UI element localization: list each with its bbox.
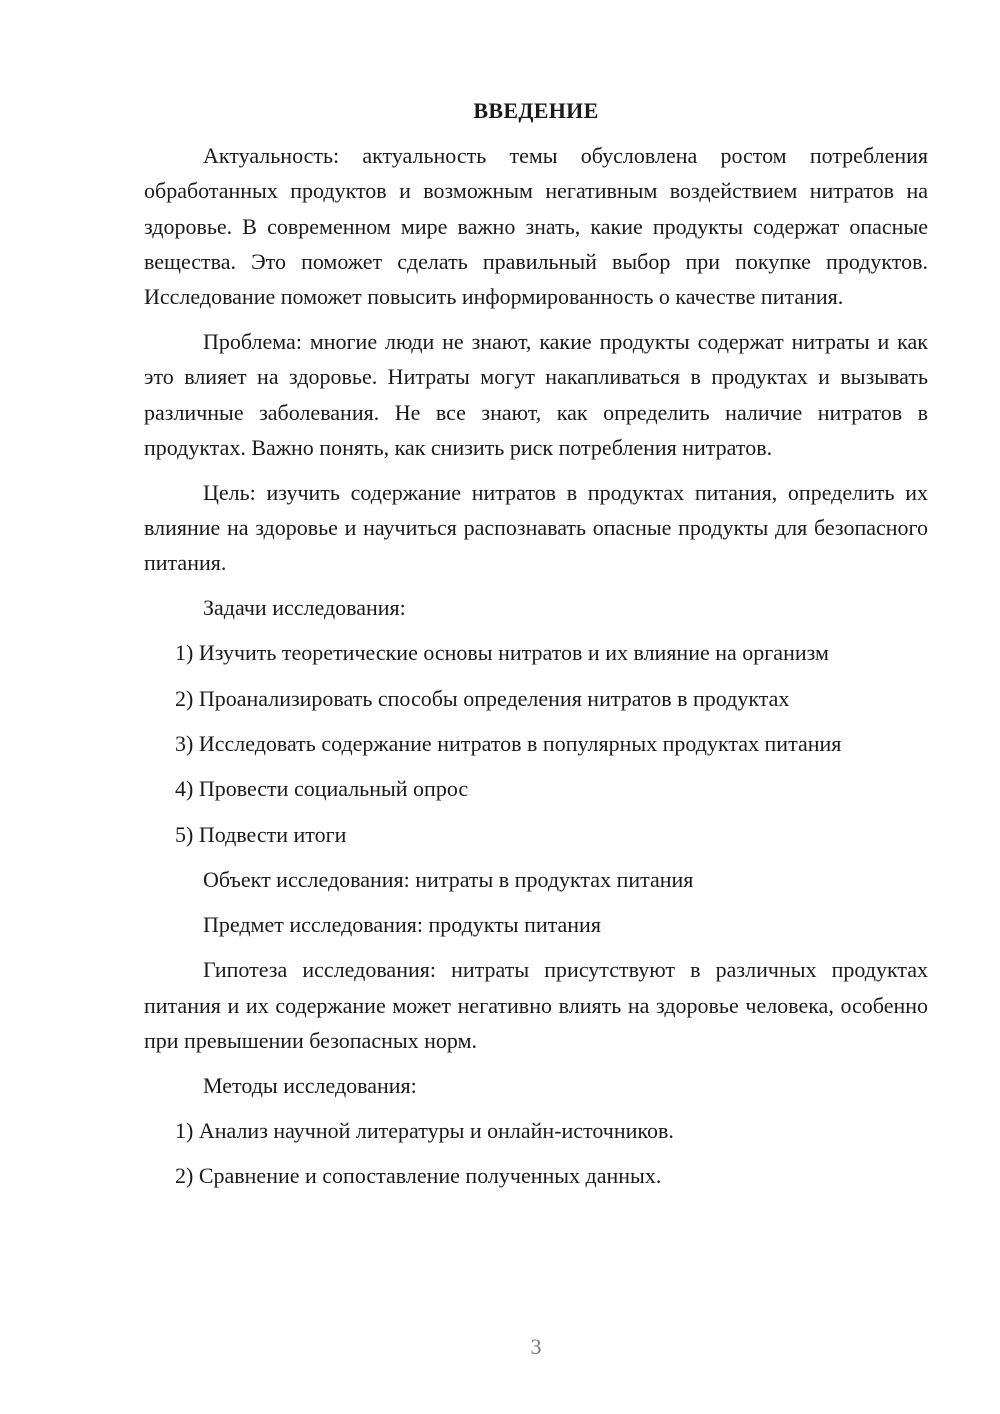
- hypothesis-paragraph: Гипотеза исследования: нитраты присутствуют в различных продуктах питания и их содержание может негативно влиять на здоровье человека, особенно при превышении безопасных норм.: [144, 957, 928, 1054]
- task-item-5: 5) Подвести итоги: [175, 821, 347, 847]
- relevance-paragraph: Актуальность: актуальность темы обусловлена ростом потребления обработанных продуктов и возможным негативным воздействием нитратов на здоровье. В современном мире важно знать, какие продукты содержат опасные вещества. Это поможет сделать правильный выбор при покупке продуктов. Исследование поможет повысить информированность о качестве питания.: [144, 143, 928, 310]
- methods-heading: Методы исследования:: [203, 1072, 417, 1098]
- page-title: ВВЕДЕНИЕ: [473, 98, 599, 123]
- research-object: Объект исследования: нитраты в продуктах питания: [203, 866, 694, 892]
- task-item-2: 2) Проанализировать способы определения нитратов в продуктах: [175, 685, 790, 711]
- research-subject: Предмет исследования: продукты питания: [203, 912, 601, 938]
- tasks-heading: Задачи исследования:: [203, 595, 406, 621]
- task-item-1: 1) Изучить теоретические основы нитратов и их влияние на организм: [175, 640, 829, 666]
- task-item-3: 3) Исследовать содержание нитратов в популярных продуктах питания: [175, 730, 842, 756]
- method-item-1: 1) Анализ научной литературы и онлайн-источников.: [175, 1118, 674, 1144]
- page-content: [144, 96, 928, 1204]
- method-item-2: 2) Сравнение и сопоставление полученных данных.: [175, 1163, 662, 1189]
- problem-paragraph: Проблема: многие люди не знают, какие продукты содержат нитраты и как это влияет на здоровье. Нитраты могут накапливаться в продуктах и вызывать различные заболевания. Не все знают, как определить наличие нитратов в продуктах. Важно понять, как снизить риск потребления нитратов.: [144, 328, 928, 460]
- task-item-4: 4) Провести социальный опрос: [175, 776, 469, 802]
- page-number: 3: [530, 1334, 542, 1359]
- goal-paragraph: Цель: изучить содержание нитратов в продуктах питания, определить их влияние на здоровье и научиться распознавать опасные продукты для безопасного питания.: [144, 479, 928, 576]
